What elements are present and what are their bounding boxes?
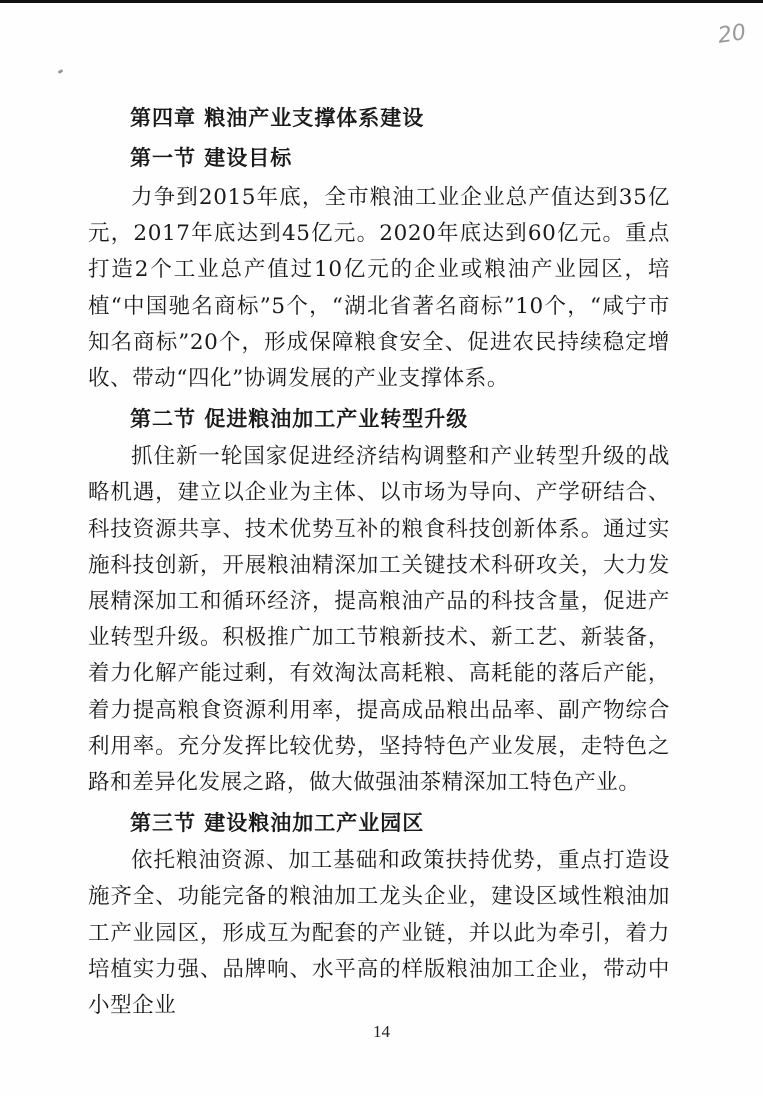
scan-speck: [58, 69, 64, 74]
document-body: [88, 98, 670, 1024]
page-number: 14: [373, 1022, 390, 1041]
section-2-paragraph: 抓住新一轮国家促进经济结构调整和产业转型升级的战略机遇，建立以企业为主体、以市场为导向、产学研结合、科技资源共享、技术优势互补的粮食科技创新体系。通过实施科技创新，开展粮油精深加工关键技术科研攻关，大力发展精深加工和循环经济，提高粮油产品的科技含量，促进产业转型升级。积极推广加工节粮新技术、新工艺、新装备，着力化解产能过剩，有效淘汰高耗粮、高耗能的落后产能，着力提高粮食资源利用率，提高成品粮出品率、副产物综合利用率。充分发挥比较优势，坚持特色产业发展，走特色之路和差异化发展之路，做大做强油茶精深加工特色产业。: [88, 444, 670, 796]
chapter-title: 第四章 粮油产业支撑体系建设: [130, 106, 425, 130]
section-3-title: 第三节 建设粮油加工产业园区: [130, 811, 425, 836]
handwritten-annotation: 20: [716, 20, 748, 49]
section-2-title: 第二节 促进粮油加工产业转型升级: [130, 407, 469, 432]
section-3-paragraph: 依托粮油资源、加工基础和政策扶持优势，重点打造设施齐全、功能完备的粮油加工龙头企业，建设区域性粮油加工产业园区，形成互为配套的产业链，并以此为牵引，着力培植实力强、品牌响、水平高的样版粮油加工企业，带动中小型企业: [88, 848, 670, 1019]
section-1-paragraph: 力争到2015年底，全市粮油工业企业总产值达到35亿元，2017年底达到45亿元。2020年底达到60亿元。重点打造2个工业总产值过10亿元的企业或粮油产业园区，培植“中国驰名商标”5个，“湖北省著名商标”10个，“咸宁市知名商标”20个，形成保障粮食安全、促进农民持续稳定增收、带动“四化”协调发展的产业支撑体系。: [88, 185, 670, 392]
scan-edge: [0, 0, 763, 3]
section-1-title: 第一节 建设目标: [130, 146, 293, 170]
